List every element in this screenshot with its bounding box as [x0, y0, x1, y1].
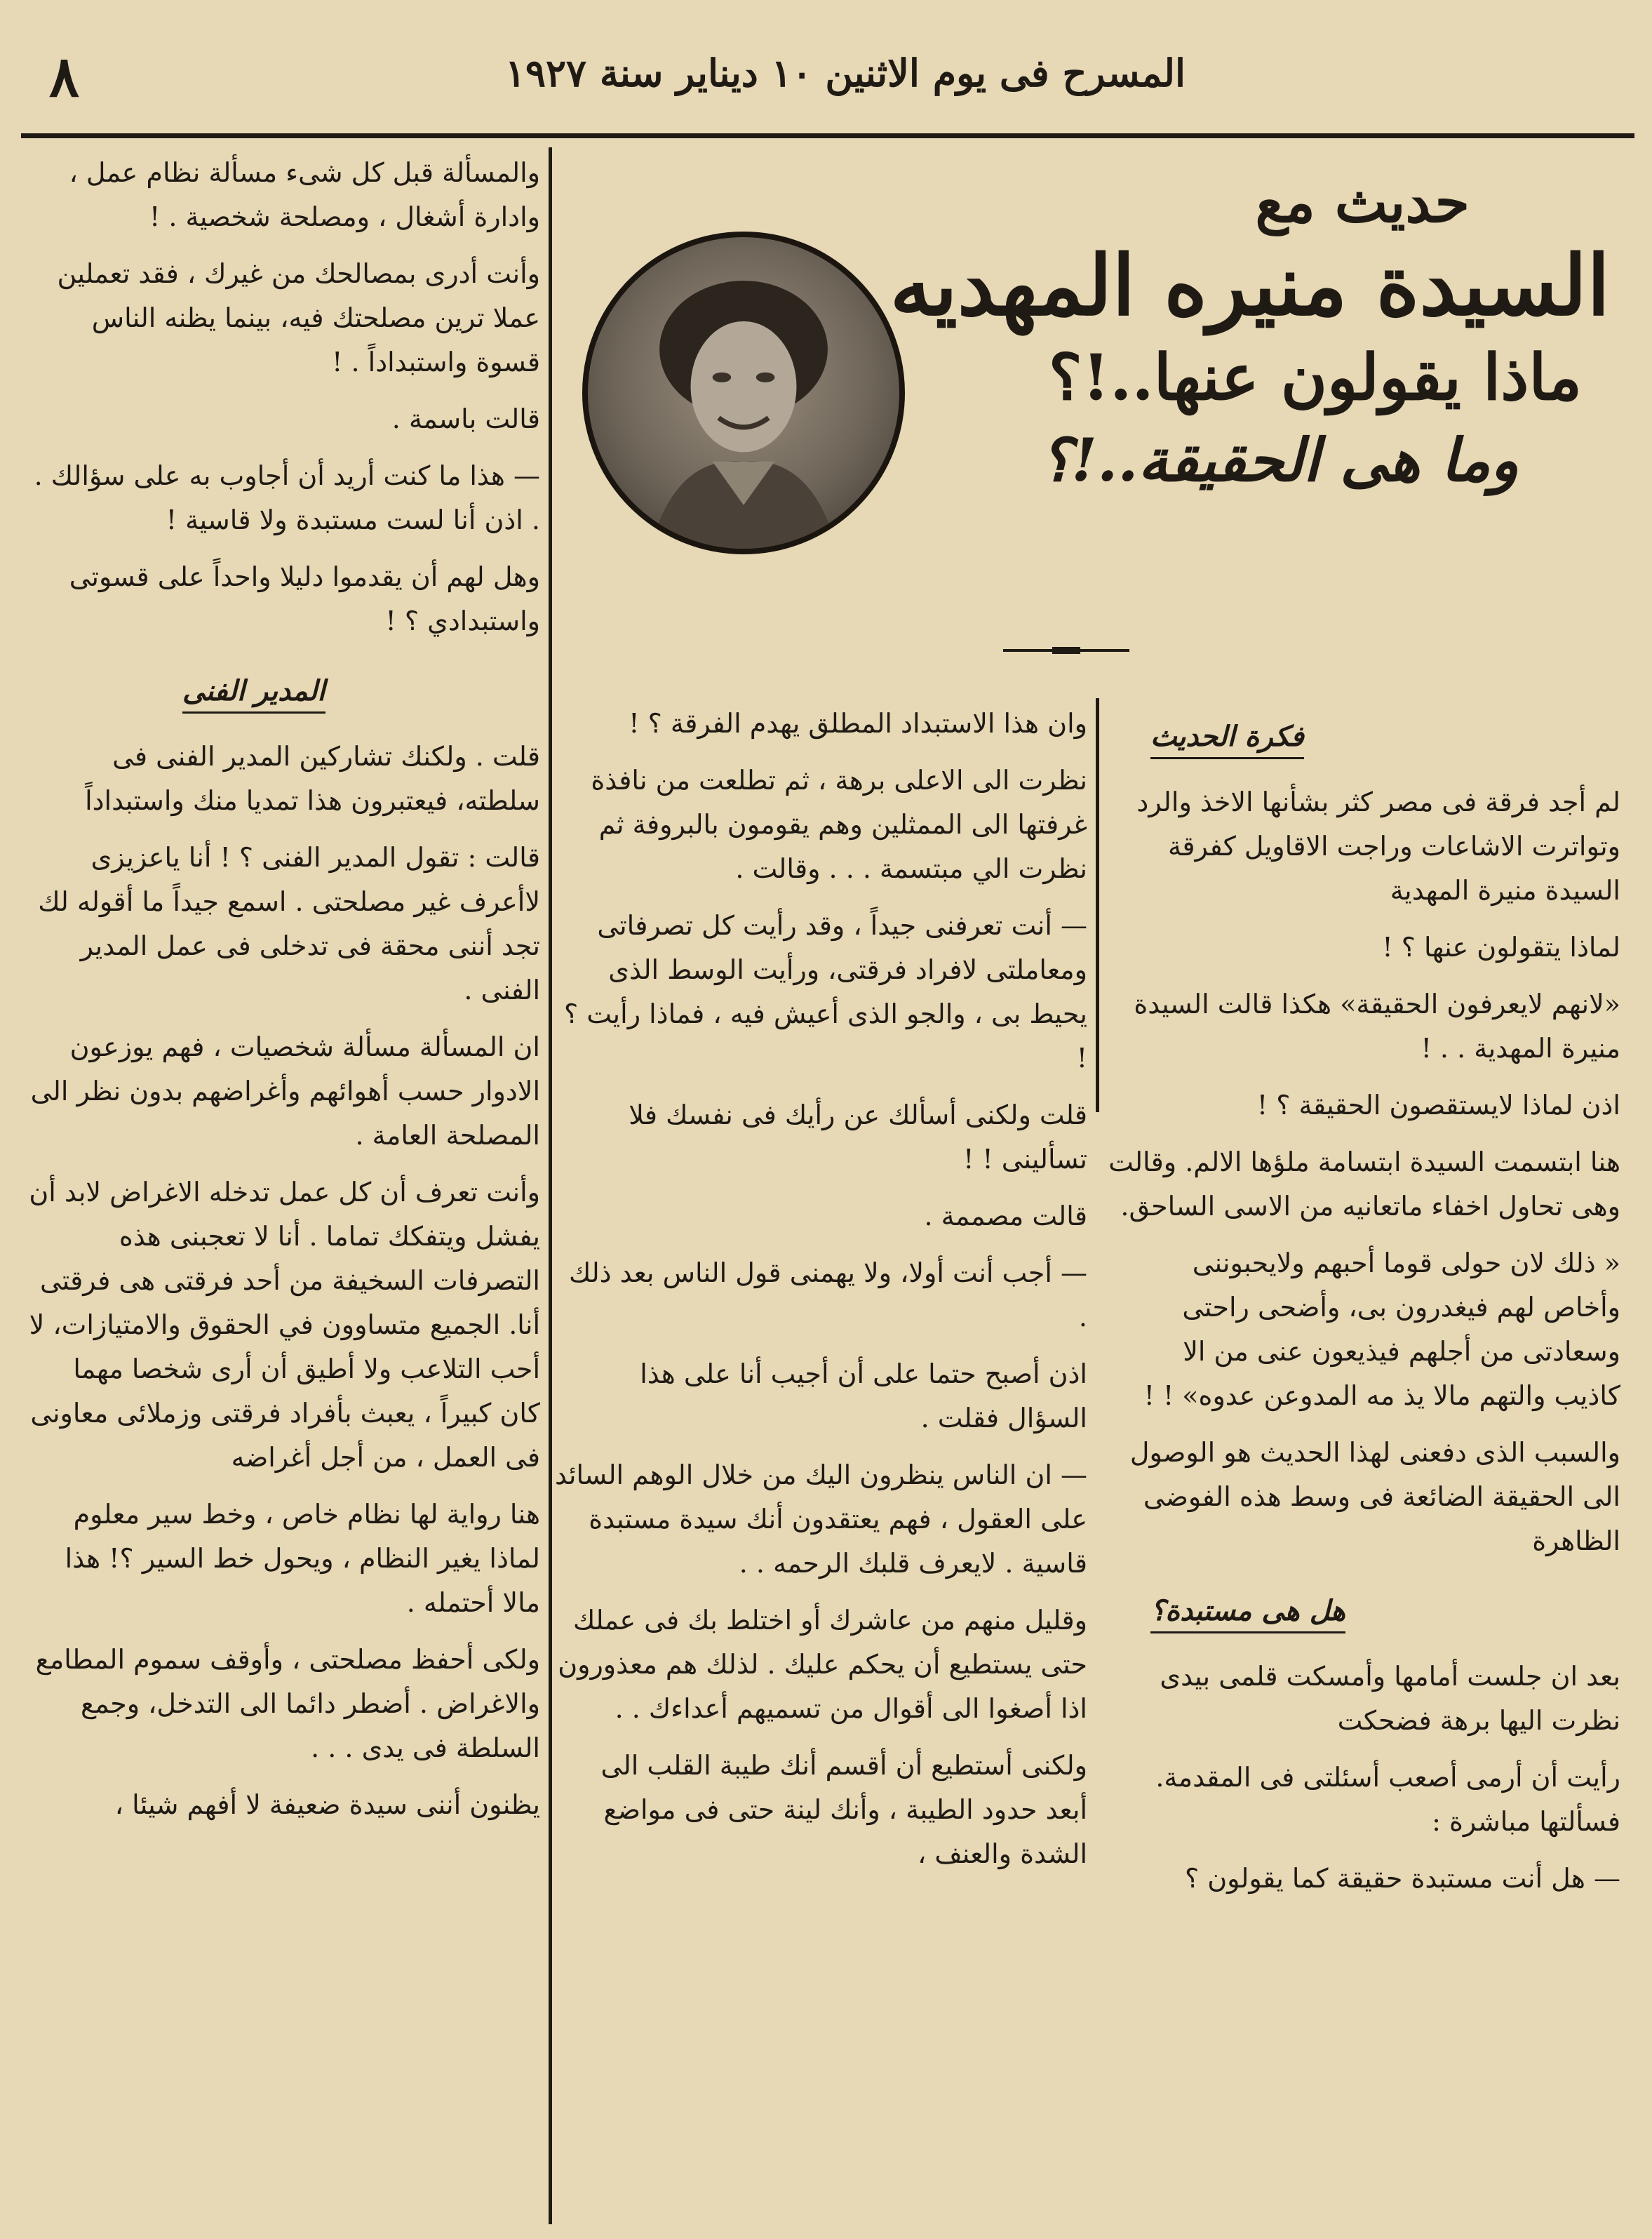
paragraph: — هل أنت مستبدة حقيقة كما يقولون ؟: [1185, 1863, 1620, 1894]
paragraph: قلت ولكنى أسألك عن رأيك فى نفسك فلا تسألينى ! !: [629, 1100, 1087, 1175]
paragraph: يظنون أننى سيدة ضعيفة لا أفهم شيئا ،: [114, 1789, 540, 1820]
header-title: المسرح فى يوم الاثنين ١٠ ديناير سنة ١٩٢٧: [505, 51, 1186, 95]
paragraph: والمسألة قبل كل شىء مسألة نظام عمل ، وادارة أشغال ، ومصلحة شخصية . !: [69, 157, 540, 232]
headline-question-1: ماذا يقولون عنها..!؟: [1048, 340, 1582, 415]
paragraph: وأنت أدرى بمصالحك من غيرك ، فقد تعملين عملا ترين مصلحتك فيه، بينما يظنه الناس قسوة واستبداداً . !: [57, 258, 540, 377]
paragraph: نظرت الى الاعلى برهة ، ثم تطلعت من نافذة غرفتها الى الممثلين وهم يقومون بالبروفة ثم نظرت الي مبتسمة . . . وقالت .: [591, 765, 1087, 884]
paragraph: اذن لماذا لايستقصون الحقيقة ؟ !: [1256, 1090, 1620, 1121]
paragraph: ان المسألة مسألة شخصيات ، فهم يوزعون الادوار حسب أهوائهم وأغراضهم بدون نظر الى المصلحة العامة .: [30, 1031, 540, 1151]
paragraph: ولكنى أستطيع أن أقسم أنك طيبة القلب الى أبعد حدود الطيبة ، وأنك لينة حتى فى مواضع الشدة والعنف ،: [600, 1750, 1087, 1869]
paragraph: — أنت تعرفنى جيداً ، وقد رأيت كل تصرفاتى ومعاملتى لافراد فرقتى، ورأيت الوسط الذى يحيط بى ، والجو الذى أعيش فيه ، فماذا رأيت ؟ !: [564, 910, 1087, 1074]
paragraph: رأيت أن أرمى أصعب أسئلتى فى المقدمة. فسألتها مباشرة :: [1155, 1762, 1620, 1837]
page-number: ٨: [49, 44, 79, 109]
paragraph: قلت . ولكنك تشاركين المدير الفنى فى سلطته، فيعتبرون هذا تمديا منك واستبداداً: [85, 741, 540, 816]
middle-column: [554, 702, 1087, 1889]
paragraph: هنا رواية لها نظام خاص ، وخط سير معلوم لماذا يغير النظام ، ويحول خط السير ؟! هذا مالا أحتمله .: [65, 1499, 540, 1618]
headline-name: السيدة منيره المهديه: [889, 236, 1610, 334]
column-rule-left: [549, 147, 552, 2224]
paragraph: وقليل منهم من عاشرك أو اختلط بك فى عملك حتى يستطيع أن يحكم عليك . لذلك هم معذورون اذا أصغوا الى أقوال من تسميهم أعداءك . .: [558, 1605, 1087, 1724]
paragraph: — أجب أنت أولا، ولا يهمنى قول الناس بعد ذلك .: [569, 1257, 1087, 1332]
paragraph: — ان الناس ينظرون اليك من خلال الوهم السائد على العقول ، فهم يعتقدون أنك سيدة مستبدة قاسية . لايعرف قلبك الرحمه . .: [554, 1459, 1087, 1579]
paragraph: اذن أصبح حتما على أن أجيب أنا على هذا السؤال فقلت .: [640, 1358, 1087, 1433]
subheading-tyrant: هل هى مستبدة؟: [1150, 1594, 1345, 1633]
paragraph: وهل لهم أن يقدموا دليلا واحداً على قسوتى واستبدادي ؟ !: [69, 561, 540, 636]
portrait-photo: [582, 232, 905, 554]
headline-question-2: وما هى الحقيقة..!؟: [1040, 425, 1519, 495]
column-rule-right: [1096, 698, 1099, 1112]
headline-block: [889, 168, 1610, 500]
paragraph: « ذلك لان حولى قوما أحبهم ولايحبوننى وأخاص لهم فيغدرون بى، وأضحى راحتى وسعادتى من أجلهم فيذيعون عنى من الا كاذيب والتهم مالا يذ مه المدوعن عدوه» ! !: [1143, 1248, 1620, 1411]
paragraph: «لانهم لايعرفون الحقيقة» هكذا قالت السيدة منيرة المهدية . . !: [1134, 989, 1620, 1064]
subheading-idea: فكرة الحديث: [1150, 720, 1304, 759]
header-rule: [21, 133, 1634, 138]
subheading-director: المدير الفنى: [182, 674, 325, 714]
paragraph: هنا ابتسمت السيدة ابتسامة ملؤها الالم. وقالت وهى تحاول اخفاء ماتعانيه من الاسى الساحق.: [1108, 1147, 1620, 1222]
paragraph: وأنت تعرف أن كل عمل تدخله الاغراض لابد أن يفشل ويتفكك تماما . أنا لا تعجبنى هذه التصرفات السخيفة من أحد فرقتى هى فرقتى أنا. الجميع متساوون في الحقوق والامتيازات، لا أحب التلاعب ولا أطيق أن أرى شخصا مهما كان كبيراً ، يعبث بأفراد فرقتى وزملائى معاونى فى العمل ، من أجل أغراضه: [29, 1177, 540, 1473]
paragraph: قالت : تقول المدير الفنى ؟ ! أنا ياعزيزى لاأعرف غير مصلحتى . اسمع جيداً ما أقوله لك تجد أننى محقة فى تدخلى فى عمل المدير الفنى .: [38, 842, 540, 1005]
paragraph: وان هذا الاستبداد المطلق يهدم الفرقة ؟ !: [629, 708, 1087, 739]
left-column: [28, 151, 540, 1840]
right-column: [1108, 702, 1620, 1913]
paragraph: والسبب الذى دفعنى لهذا الحديث هو الوصول الى الحقيقة الضائعة فى وسط هذه الفوضى الظاهرة: [1129, 1437, 1620, 1556]
page-header: [21, 44, 1634, 121]
paragraph: قالت مصممة .: [924, 1201, 1087, 1231]
paragraph: قالت باسمة .: [391, 403, 540, 434]
headline-intro: حديث مع: [1255, 169, 1470, 235]
headline-divider: [1003, 647, 1129, 654]
paragraph: بعد ان جلست أمامها وأمسكت قلمى بيدى نظرت اليها برهة فضحكت: [1160, 1661, 1620, 1736]
paragraph: لم أجد فرقة فى مصر كثر بشأنها الاخذ والرد وتواترت الاشاعات وراجت الاقاويل كفرقة السيدة منيرة المهدية: [1136, 787, 1620, 906]
paragraph: — هذا ما كنت أريد أن أجاوب به على سؤالك . . اذن أنا لست مستبدة ولا قاسية !: [34, 460, 540, 535]
paragraph: لماذا يتقولون عنها ؟ !: [1382, 932, 1620, 963]
paragraph: ولكى أحفظ مصلحتى ، وأوقف سموم المطامع والاغراض . أضطر دائما الى التدخل، وجمع السلطة فى يدى . . .: [35, 1644, 540, 1763]
